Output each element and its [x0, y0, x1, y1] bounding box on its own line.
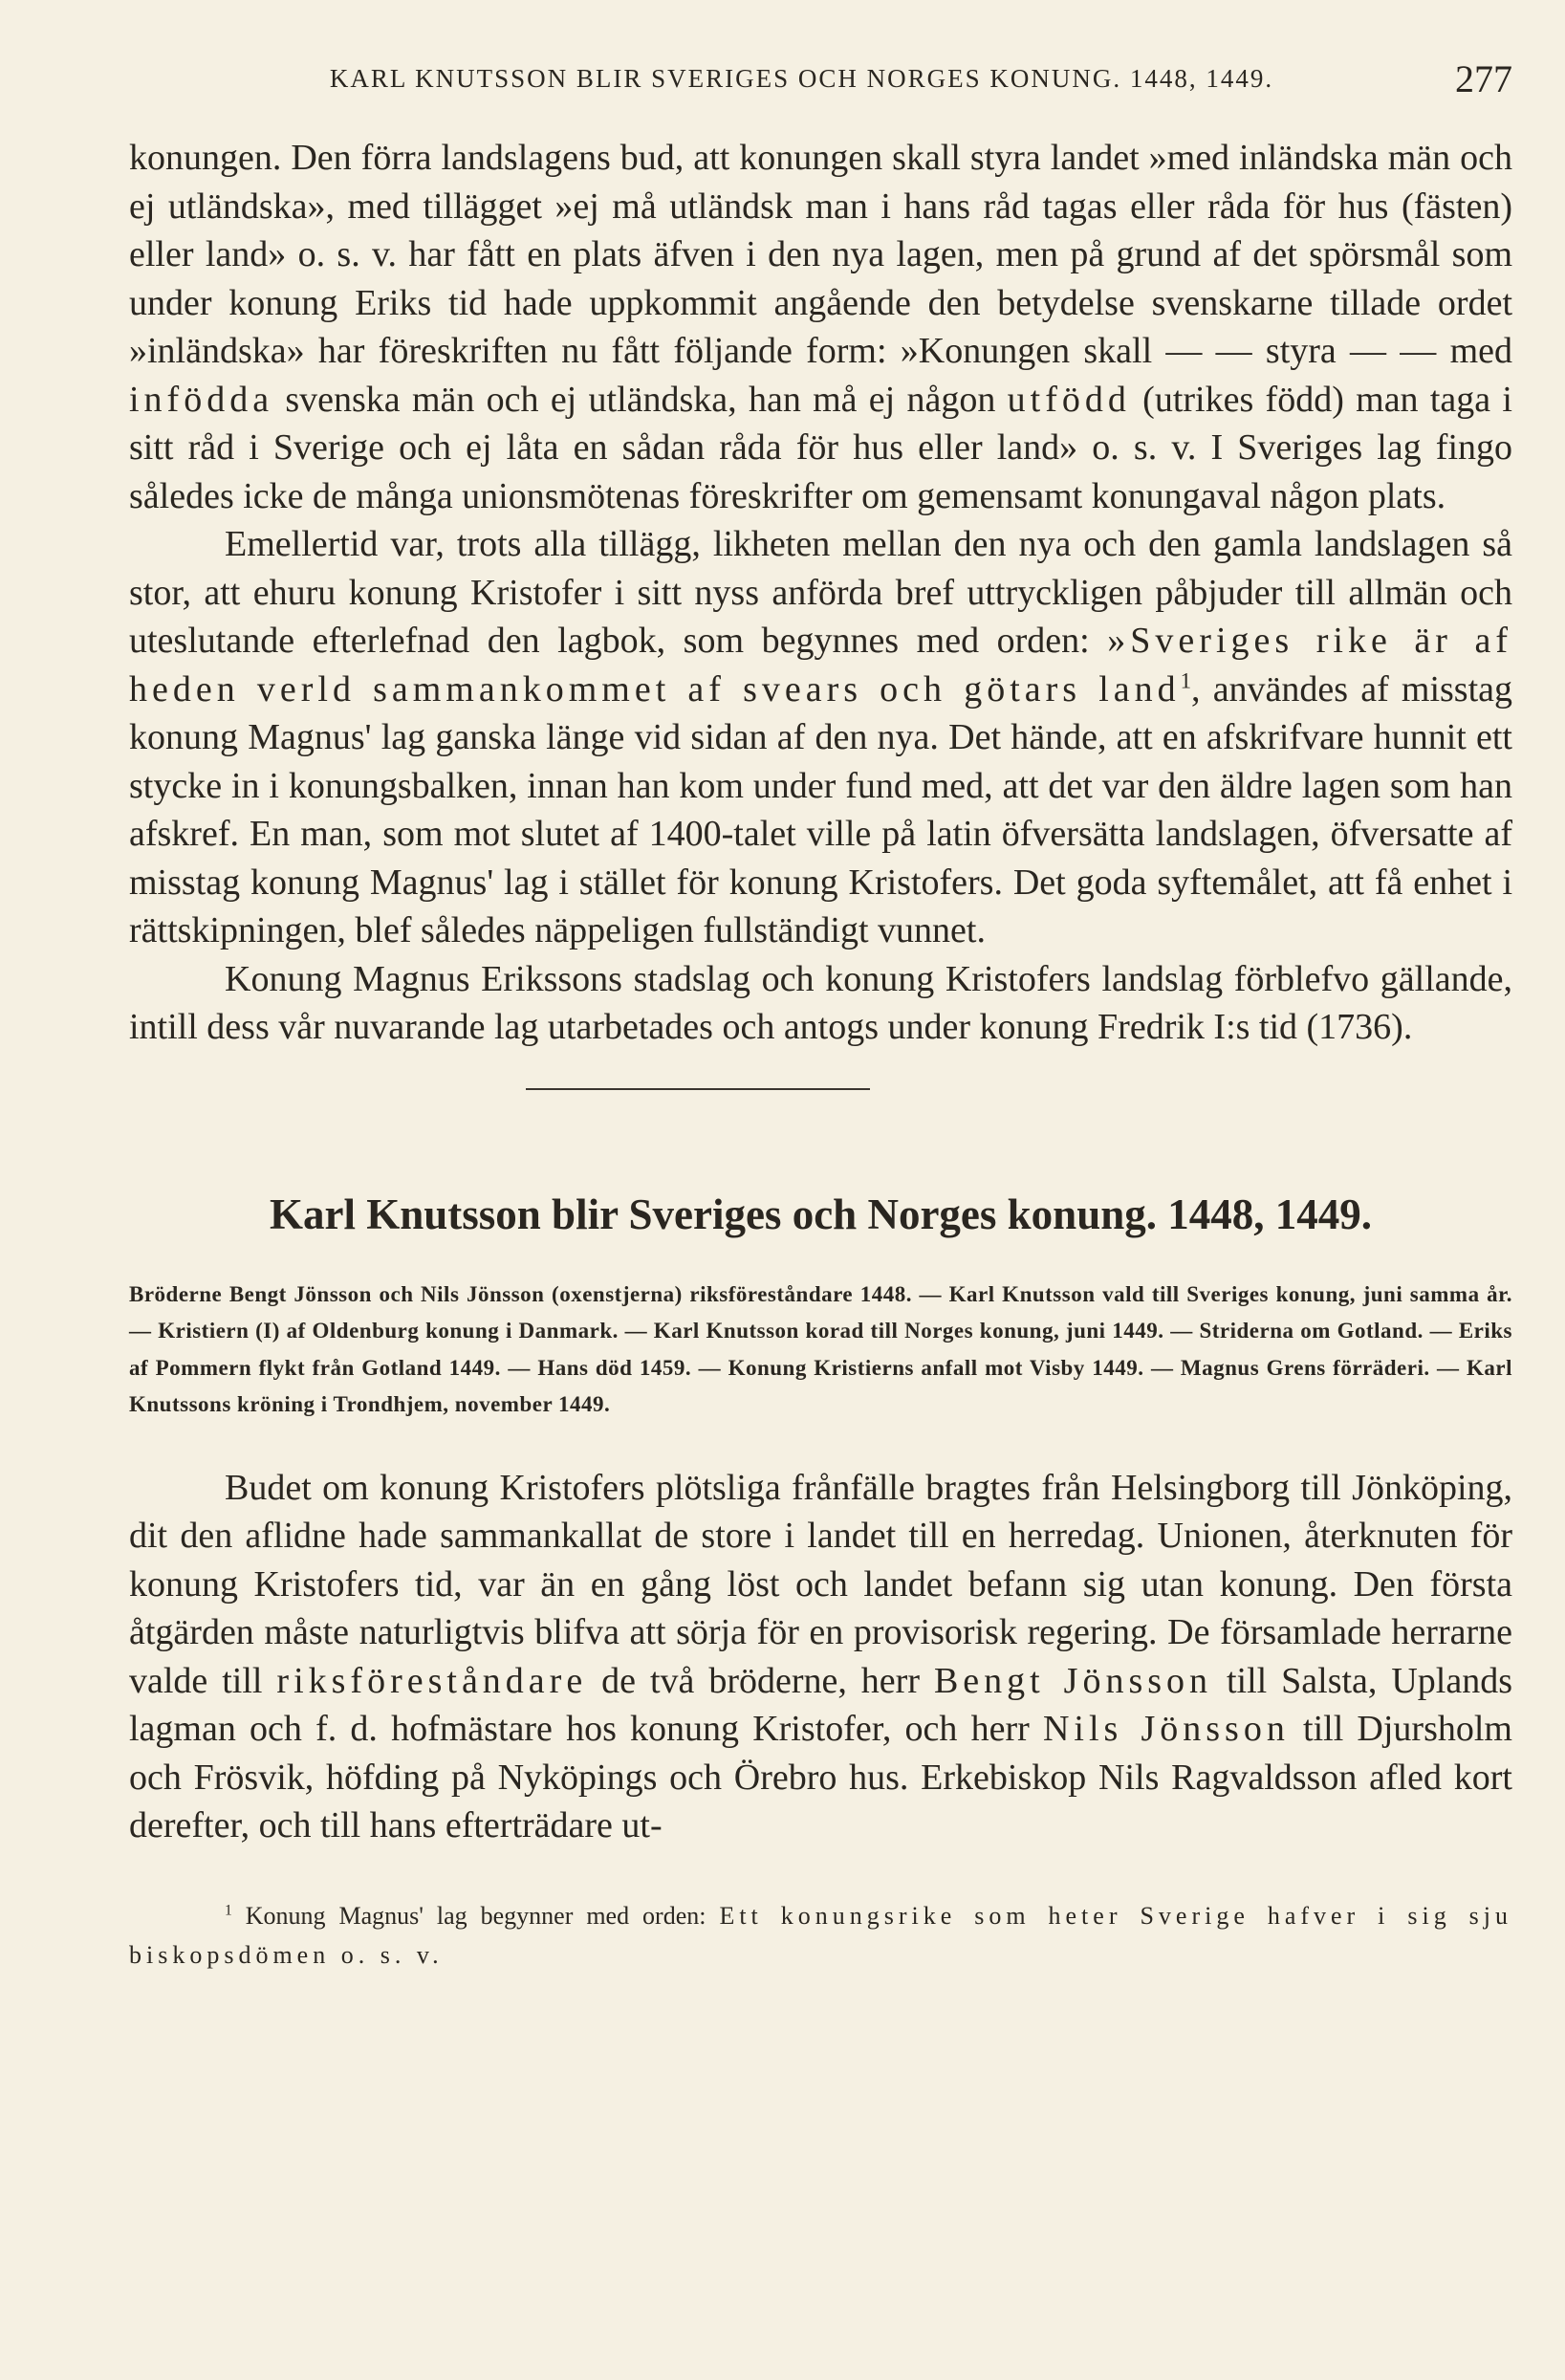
c1-text-c: till Salsta, Uplands lagman och f. d. hofmästare hos konung Kristofer, och herr — [129, 1660, 1512, 1749]
p1-text-a: konungen. Den förra landslagens bud, att konungen skall styra landet »med inländska män och ej utländska», med tillägget »ej må utländsk man i hans råd tagas eller råda för hus (fästen) eller land» o. s. v. har fått en plats äfven i den nya lagen, men på grund af det spörsmål som under konung Eriks tid hade uppkommit angående den betydelse svenskarne tillade ordet »inländska» har föreskriften nu fått följande form: »Konungen skall — — styra — — med — [129, 138, 1512, 371]
p1-text-c: (utrikes född) man taga i sitt råd i Sverige och ej låta en sådan råda för hus eller land» o. s. v. I Sveriges lag fingo således icke de många unionsmötenas föreskrifter om gemensamt konungaval någon plats. — [129, 379, 1512, 516]
running-head — [129, 53, 1512, 105]
chapter-body — [129, 1464, 1512, 1850]
p1-text-b: svenska män och ej utländska, han må ej någon — [273, 379, 1008, 420]
p2-text-a: Emellertid var, trots alla tillägg, likheten mellan den nya och den gamla landslagen så stor, att ehuru konung Kristofer i sitt nyss anförda bref uttryckligen påbjuder till allmän och uteslutande efterlefnad den lagbok, som begynnes med orden: — [129, 524, 1512, 661]
c1-spaced-nils: Nils Jönsson — [1042, 1709, 1290, 1749]
running-head-title: KARL KNUTSSON BLIR SVERIGES OCH NORGES KONUNG. 1448, 1449. — [329, 64, 1274, 93]
c1-text-a: Budet om konung Kristofers plötsliga frånfälle bragtes från Helsingborg till Jönköping, dit den aflidne hade sammankallat de store i landet till en herredag. Unionen, återknuten för konung Kristofers tid, var än en gång löst och landet befann sig utan konung. Den första åtgärden måste naturligtvis blifva att sörja för en provisorisk regering. De församlade herrarne valde till — [129, 1467, 1512, 1701]
footnote-reference[interactable]: 1 — [1180, 667, 1192, 692]
p2-text-b: , användes af misstag konung Magnus' lag ganska länge vid sidan af den nya. Det hände, att en afskrifvare hunnit ett stycke in i konungsbalken, innan han kom under fund med, att det var den äldre lagen som han afskref. En man, som mot slutet af 1400-talet ville på latin öfversätta landslagen, öfversatte af misstag konung Magnus' lag i stället för konung Kristofers. Det goda syftemålet, att få enhet i rättskipningen, blef således näppeligen fullständigt vunnet. — [129, 668, 1513, 950]
chapter-title: Karl Knutsson blir Sveriges och Norges konung. 1448, 1449. — [269, 1190, 1373, 1238]
chapter-paragraph-1 — [129, 1464, 1512, 1850]
p1-spaced-infodda: infödda — [129, 379, 274, 420]
paragraph-2 — [129, 520, 1512, 955]
section-divider — [526, 1088, 870, 1090]
footnote-text-a: Konung Magnus' lag begynner med orden: — [231, 1901, 720, 1930]
p2-spaced-quote: »Sveriges rike är af heden verld sammankommet af svears och götars land — [129, 621, 1512, 710]
paragraph-1 — [129, 134, 1512, 520]
paragraph-3: Konung Magnus Erikssons stadslag och konung Kristofers landslag förblefvo gällande, intill dess vår nuvarande lag utarbetades och antogs under konung Fredrik I:s tid (1736). — [129, 958, 1512, 1047]
upper-text — [129, 134, 1512, 1052]
c1-text-d: till Djursholm och Frösvik, höfding på Nyköpings och Örebro hus. Erkebiskop Nils Ragvaldsson afled kort derefter, och till hans efterträdare ut- — [129, 1709, 1512, 1845]
c1-spaced-riksforestandare: riksföreståndare — [276, 1660, 588, 1701]
p1-spaced-utfodd: utfödd — [1007, 379, 1131, 420]
footnote-spaced-quote: Ett konungsrike som heter Sverige hafver i sig sju biskopsdömen o. s. v. — [129, 1901, 1512, 1969]
footnote-mark: 1 — [225, 1901, 232, 1918]
chapter-summary: Bröderne Bengt Jönsson och Nils Jönsson (oxenstjerna) riksföreståndare 1448. — Karl Knutsson vald till Sveriges konung, juni samma år. — Kristiern (I) af Oldenburg konung i Danmark. — Karl Knutsson korad till Norges konung, juni 1449. — Striderna om Gotland. — Eriks af Pommern flykt från Gotland 1449. — Hans död 1459. — Konung Kristierns anfall mot Visby 1449. — Magnus Grens förräderi. — Karl Knutssons kröning i Trondhjem, november 1449. — [129, 1281, 1512, 1416]
page-number: 277 — [1455, 57, 1512, 100]
c1-text-b: de två bröderne, herr — [587, 1660, 934, 1701]
c1-spaced-bengt: Bengt Jönsson — [933, 1660, 1213, 1701]
footnote — [129, 1896, 1512, 1975]
